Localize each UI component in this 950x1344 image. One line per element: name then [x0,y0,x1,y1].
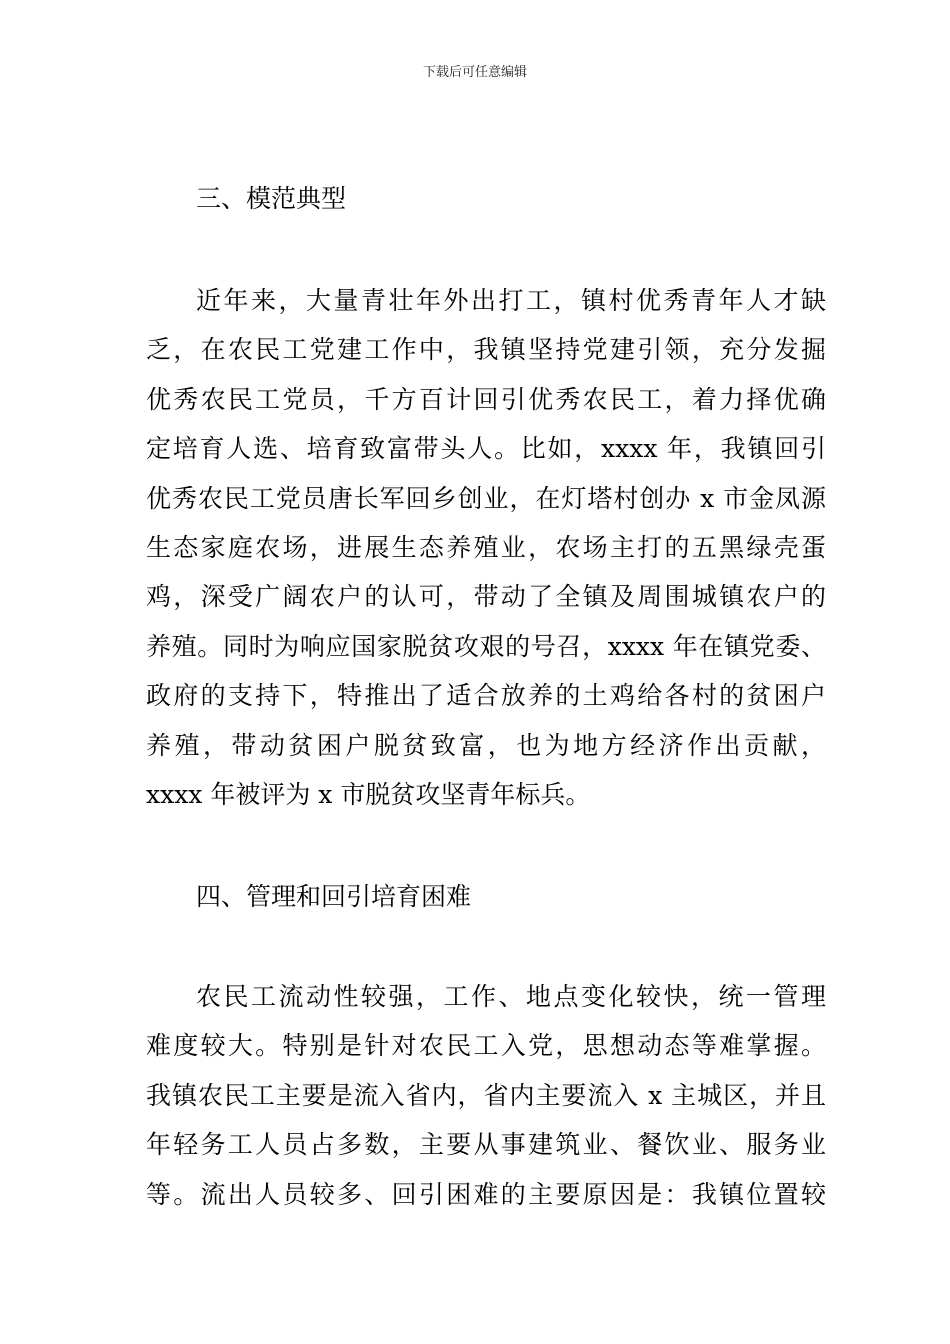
text-line: 政府的支持下，特推出了适合放养的土鸡给各村的贫困户 [146,681,826,711]
text-line: 农民工流动性较强，工作、地点变化较快，统一管理 [196,982,826,1011]
page-header: 下载后可任意编辑 [422,65,527,80]
text-line: 鸡，深受广阔农户的认可，带动了全镇及周围城镇农户的 [146,582,826,612]
text-line: 优秀农民工党员，千方百计回引优秀农民工，着力择优确 [146,384,826,414]
paragraph-3 [146,276,826,819]
text-line: 乏，在农民工党建工作中，我镇坚持党建引领，充分发掘 [146,335,826,365]
text-line: 年轻务工人员占多数，主要从事建筑业、餐饮业、服务业 [146,1130,826,1160]
section-heading-4: 四、管理和回引培育困难 [196,882,472,911]
text-line: 定培育人选、培育致富带头人。比如，xxxx 年，我镇回引 [146,434,826,464]
text-line: 近年来，大量青壮年外出打工，镇村优秀青年人才缺 [196,286,826,315]
text-line: 养殖。同时为响应国家脱贫攻艰的号召，xxxx 年在镇党委、 [146,631,826,661]
text-line: 生态家庭农场，进展生态养殖业，农场主打的五黑绿壳蛋 [146,532,826,562]
section-heading-3: 三、模范典型 [196,184,347,213]
text-line: xxxx 年被评为 x 市脱贫攻坚青年标兵。 [146,779,591,809]
text-line: 等。流出人员较多、回引困难的主要原因是：我镇位置较 [146,1179,826,1209]
text-line: 优秀农民工党员唐长军回乡创业，在灯塔村创办 x 市金凤源 [146,483,826,513]
paragraph-4 [146,972,826,1219]
text-line: 我镇农民工主要是流入省内，省内主要流入 x 主城区，并且 [146,1080,826,1110]
text-line: 养殖，带动贫困户脱贫致富，也为地方经济作出贡献， [146,730,826,760]
text-line: 难度较大。特别是针对农民工入党，思想动态等难掌握。 [146,1031,826,1061]
